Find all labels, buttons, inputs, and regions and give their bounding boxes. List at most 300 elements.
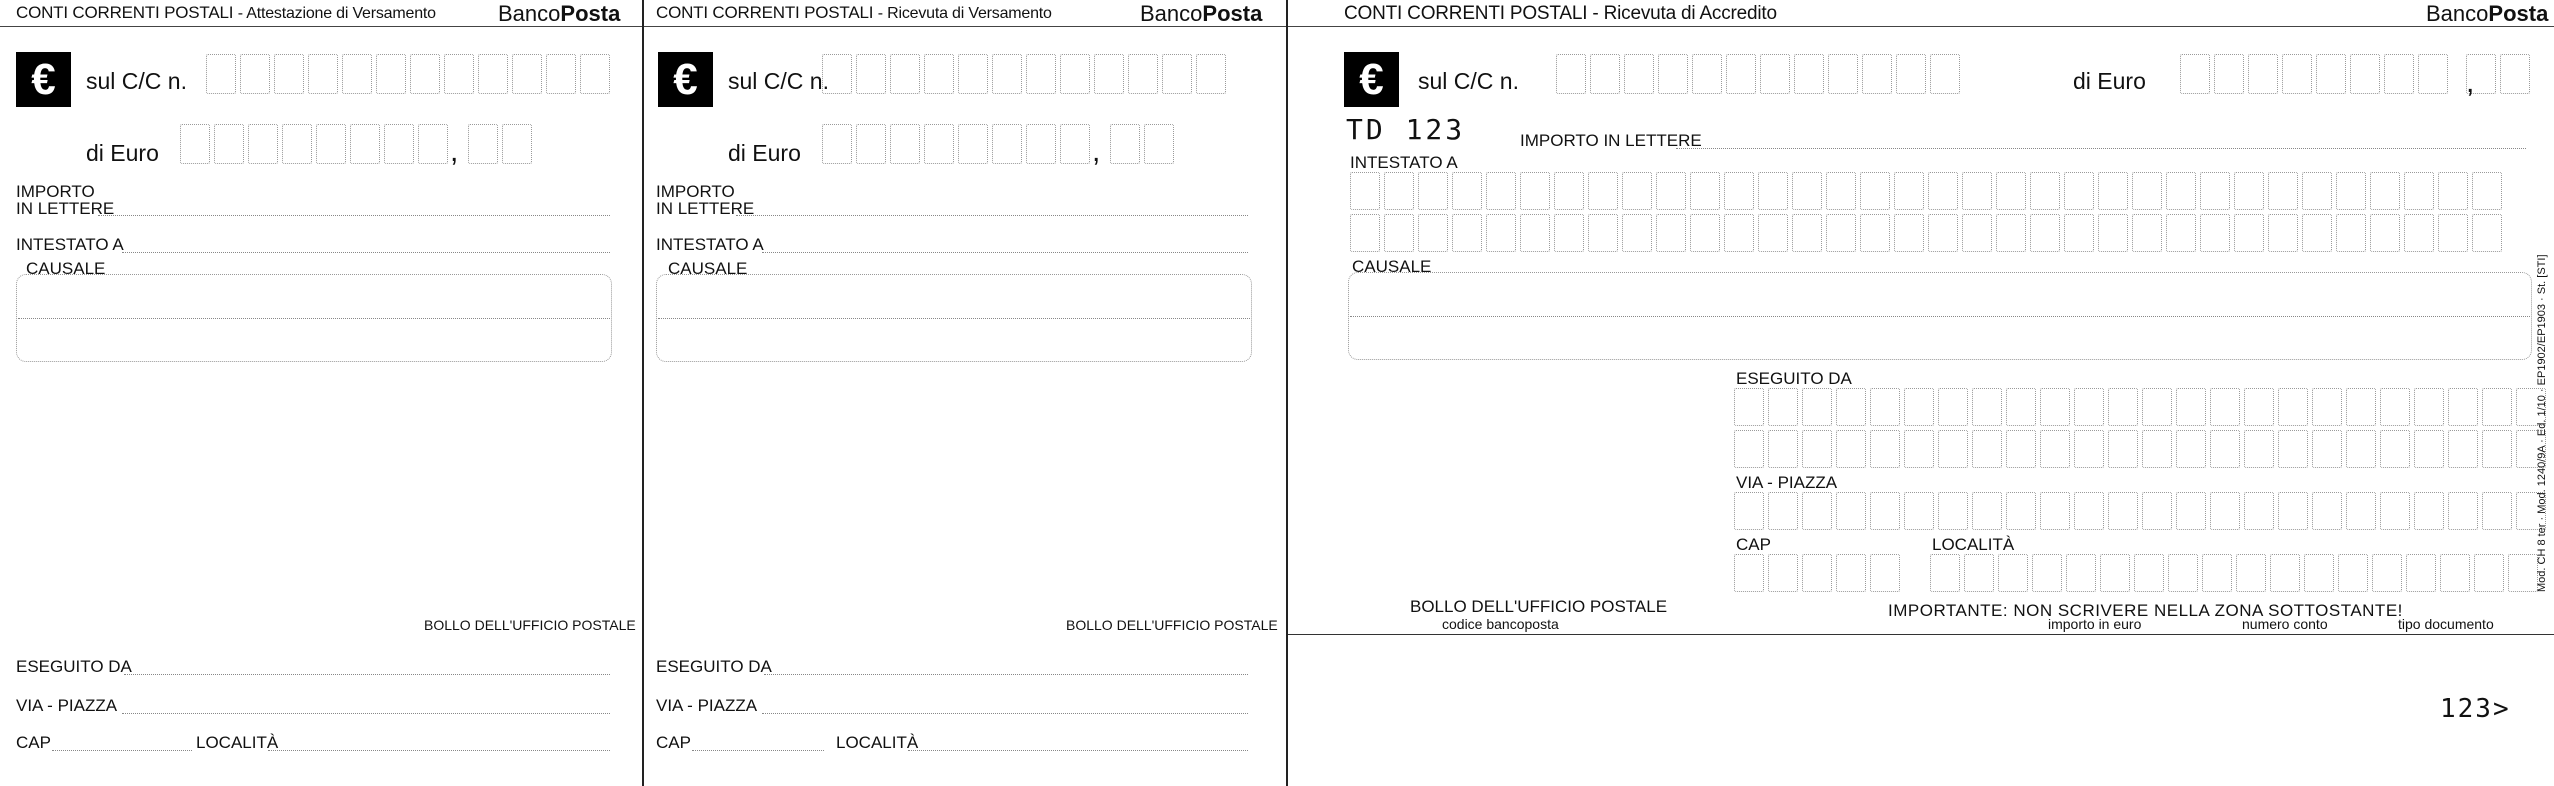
char-box[interactable] (1826, 172, 1856, 210)
digit-box[interactable] (2248, 54, 2278, 94)
char-box[interactable] (1452, 214, 1482, 252)
char-box[interactable] (2268, 172, 2298, 210)
char-box[interactable] (1860, 172, 1890, 210)
char-box[interactable] (1768, 430, 1798, 468)
digit-box[interactable] (282, 124, 312, 164)
digit-box[interactable] (2418, 54, 2448, 94)
slip-attestazione (0, 0, 642, 786)
char-box[interactable] (1690, 172, 1720, 210)
digit-box[interactable] (890, 54, 920, 94)
digit-box[interactable] (180, 124, 210, 164)
header-subtitle: - Ricevuta di Accredito (1592, 3, 1777, 24)
char-box[interactable] (2336, 214, 2366, 252)
char-box[interactable] (2482, 492, 2512, 530)
digit-box[interactable] (1734, 554, 1764, 592)
digit-box[interactable] (2282, 54, 2312, 94)
brand-bold: Posta (560, 1, 621, 26)
char-box[interactable] (2380, 492, 2410, 530)
char-box[interactable] (1836, 492, 1866, 530)
char-box[interactable] (2482, 430, 2512, 468)
char-box[interactable] (2006, 430, 2036, 468)
char-box[interactable] (2336, 172, 2366, 210)
char-box[interactable] (1622, 172, 1652, 210)
char-box[interactable] (1768, 492, 1798, 530)
char-box[interactable] (2234, 172, 2264, 210)
executed-by-label: ESEGUITO DA (656, 657, 772, 676)
char-box[interactable] (2472, 214, 2502, 252)
char-box[interactable] (1554, 172, 1584, 210)
char-box[interactable] (2098, 214, 2128, 252)
char-box[interactable] (1836, 388, 1866, 426)
digit-box[interactable] (822, 124, 852, 164)
digit-box[interactable] (1128, 54, 1158, 94)
char-box[interactable] (2440, 554, 2470, 592)
holder-label: INTESTATO A (656, 235, 764, 254)
digit-box[interactable] (308, 54, 338, 94)
account-number-field[interactable] (1556, 54, 1964, 94)
char-box[interactable] (2064, 172, 2094, 210)
char-box[interactable] (1350, 214, 1380, 252)
char-box[interactable] (2312, 388, 2342, 426)
char-box[interactable] (2414, 492, 2444, 530)
executed-by-label: ESEGUITO DA (16, 657, 132, 676)
street-label: VIA - PIAZZA (16, 696, 118, 715)
zip-label: CAP (1736, 535, 1771, 554)
digit-box[interactable] (1836, 554, 1866, 592)
char-box[interactable] (2406, 554, 2436, 592)
char-box[interactable] (1350, 172, 1380, 210)
char-box[interactable] (2074, 492, 2104, 530)
header-title (1344, 3, 1777, 25)
account-label: sul C/C n. (1418, 68, 1519, 94)
char-box[interactable] (1904, 388, 1934, 426)
char-box[interactable] (2312, 430, 2342, 468)
digit-box[interactable] (248, 124, 278, 164)
char-box[interactable] (2210, 388, 2240, 426)
char-box[interactable] (2202, 554, 2232, 592)
char-box[interactable] (2064, 214, 2094, 252)
amount-words-line1: IMPORTO (16, 182, 95, 201)
char-box[interactable] (1928, 214, 1958, 252)
stamp-label: BOLLO DELL'UFFICIO POSTALE (1410, 597, 1668, 616)
street-input[interactable] (762, 713, 1248, 714)
char-box[interactable] (1962, 172, 1992, 210)
char-box[interactable] (1972, 430, 2002, 468)
char-box[interactable] (2370, 214, 2400, 252)
holder-label: INTESTATO A (1350, 153, 1458, 172)
euro-icon: € (1344, 52, 1399, 107)
stamp-sublabel: codice bancoposta (1442, 616, 1559, 632)
amount-words-input[interactable] (1676, 148, 2526, 149)
digit-box[interactable] (1026, 124, 1056, 164)
digit-box[interactable] (274, 54, 304, 94)
char-box[interactable] (2508, 554, 2538, 592)
digit-box[interactable] (1802, 554, 1832, 592)
digit-box[interactable] (580, 54, 610, 94)
digit-box[interactable] (924, 124, 954, 164)
char-box[interactable] (2074, 388, 2104, 426)
amount-words-label (16, 183, 114, 217)
char-box[interactable] (1894, 214, 1924, 252)
amount-words-input[interactable] (736, 215, 1248, 216)
char-box[interactable] (2108, 430, 2138, 468)
char-box[interactable] (2040, 492, 2070, 530)
cents-box[interactable] (502, 124, 532, 164)
digit-box[interactable] (856, 54, 886, 94)
street-label: VIA - PIAZZA (656, 696, 758, 715)
char-box[interactable] (2302, 214, 2332, 252)
brand-bold: Posta (1202, 1, 1263, 26)
char-box[interactable] (2132, 172, 2162, 210)
char-box[interactable] (1520, 214, 1550, 252)
holder-input[interactable] (762, 252, 1248, 253)
char-box[interactable] (2380, 388, 2410, 426)
char-box[interactable] (2404, 214, 2434, 252)
char-box[interactable] (2176, 492, 2206, 530)
char-box[interactable] (2438, 172, 2468, 210)
document-type: TD 123 (1346, 113, 1466, 146)
char-box[interactable] (2030, 172, 2060, 210)
char-box[interactable] (1998, 554, 2028, 592)
char-box[interactable] (2268, 214, 2298, 252)
char-box[interactable] (1972, 388, 2002, 426)
char-box[interactable] (1938, 430, 1968, 468)
zip-label: CAP (656, 733, 691, 752)
warning-notice: IMPORTANTE: NON SCRIVERE NELLA ZONA SOTTOSTANTE! (1888, 601, 2403, 620)
cents-box[interactable] (1144, 124, 1174, 164)
char-box[interactable] (2166, 172, 2196, 210)
slip-ricevuta-versamento (644, 0, 1286, 786)
amount-words-input[interactable] (98, 215, 610, 216)
char-box[interactable] (2006, 388, 2036, 426)
char-box[interactable] (1826, 214, 1856, 252)
char-box[interactable] (2346, 388, 2376, 426)
decimal-separator: , (2466, 66, 2475, 99)
char-box[interactable] (2006, 492, 2036, 530)
char-box[interactable] (1452, 172, 1482, 210)
digit-box[interactable] (1760, 54, 1790, 94)
char-box[interactable] (1724, 172, 1754, 210)
char-box[interactable] (1870, 388, 1900, 426)
amount-words-label: IMPORTO IN LETTERE (1520, 131, 1702, 150)
digit-box[interactable] (1870, 554, 1900, 592)
digit-box[interactable] (1094, 54, 1124, 94)
euro-icon: € (658, 52, 713, 107)
char-box[interactable] (2040, 388, 2070, 426)
slip-header (1288, 0, 2554, 27)
digit-box[interactable] (1556, 54, 1586, 94)
header-title (656, 3, 1052, 23)
char-box[interactable] (1894, 172, 1924, 210)
digit-box[interactable] (2384, 54, 2414, 94)
digit-box[interactable] (350, 124, 380, 164)
account-number-field[interactable] (206, 54, 614, 94)
char-box[interactable] (2414, 430, 2444, 468)
char-box[interactable] (1870, 430, 1900, 468)
char-box[interactable] (1996, 172, 2026, 210)
char-box[interactable] (2474, 554, 2504, 592)
digit-box[interactable] (1196, 54, 1226, 94)
digit-box[interactable] (890, 124, 920, 164)
char-box[interactable] (1802, 388, 1832, 426)
char-box[interactable] (1792, 214, 1822, 252)
zip-label: CAP (16, 733, 51, 752)
char-box[interactable] (1690, 214, 1720, 252)
char-box[interactable] (2098, 172, 2128, 210)
char-box[interactable] (2278, 430, 2308, 468)
char-box[interactable] (1734, 492, 1764, 530)
bancoposta-logo (1140, 1, 1262, 27)
digit-box[interactable] (1692, 54, 1722, 94)
char-box[interactable] (1622, 214, 1652, 252)
char-box[interactable] (1520, 172, 1550, 210)
digit-box[interactable] (822, 54, 852, 94)
char-box[interactable] (1904, 430, 1934, 468)
col-account-label: numero conto (2242, 616, 2328, 632)
char-box[interactable] (2066, 554, 2096, 592)
digit-box[interactable] (342, 54, 372, 94)
digit-box[interactable] (1768, 554, 1798, 592)
slip-header (644, 0, 1286, 27)
char-box[interactable] (2200, 214, 2230, 252)
digit-box[interactable] (376, 54, 406, 94)
char-box[interactable] (2108, 492, 2138, 530)
digit-box[interactable] (1590, 54, 1620, 94)
holder-row-2[interactable] (1350, 214, 2506, 252)
char-box[interactable] (1758, 172, 1788, 210)
char-box[interactable] (2142, 388, 2172, 426)
char-box[interactable] (1964, 554, 1994, 592)
char-box[interactable] (2414, 388, 2444, 426)
char-box[interactable] (1734, 430, 1764, 468)
amount-words-line1: IMPORTO (656, 182, 735, 201)
reason-label: CAUSALE (668, 259, 748, 278)
char-box[interactable] (2438, 214, 2468, 252)
char-box[interactable] (2482, 388, 2512, 426)
street-row[interactable] (1734, 492, 2550, 530)
city-label: LOCALITÀ (196, 733, 279, 752)
char-box[interactable] (1930, 554, 1960, 592)
char-box[interactable] (1860, 214, 1890, 252)
zip-input[interactable] (692, 750, 824, 751)
char-box[interactable] (2244, 492, 2274, 530)
char-box[interactable] (1802, 492, 1832, 530)
char-box[interactable] (1962, 214, 1992, 252)
char-box[interactable] (2040, 430, 2070, 468)
char-box[interactable] (1656, 172, 1686, 210)
char-box[interactable] (2270, 554, 2300, 592)
char-box[interactable] (1996, 214, 2026, 252)
reason-label: CAUSALE (26, 259, 106, 278)
char-box[interactable] (1486, 172, 1516, 210)
digit-box[interactable] (992, 54, 1022, 94)
executed-by-input[interactable] (764, 674, 1248, 675)
amount-field[interactable] (2180, 54, 2534, 94)
digit-box[interactable] (1026, 54, 1056, 94)
city-label: LOCALITÀ (1932, 535, 2015, 554)
digit-box[interactable] (992, 124, 1022, 164)
char-box[interactable] (2134, 554, 2164, 592)
digit-box[interactable] (1828, 54, 1858, 94)
amount-field[interactable] (180, 124, 536, 164)
executed-by-label: ESEGUITO DA (1736, 369, 1852, 388)
digit-box[interactable] (1726, 54, 1756, 94)
char-box[interactable] (1938, 492, 1968, 530)
char-box[interactable] (1972, 492, 2002, 530)
ocr-zone-divider (1288, 634, 2554, 635)
account-label: sul C/C n. (728, 68, 829, 94)
char-box[interactable] (1758, 214, 1788, 252)
digit-box[interactable] (958, 54, 988, 94)
amount-field[interactable] (822, 124, 1178, 164)
char-box[interactable] (2338, 554, 2368, 592)
char-box[interactable] (2448, 388, 2478, 426)
digit-box[interactable] (444, 54, 474, 94)
executed-by-row-1[interactable] (1734, 388, 2550, 426)
char-box[interactable] (2176, 388, 2206, 426)
char-box[interactable] (2448, 430, 2478, 468)
char-box[interactable] (2346, 430, 2376, 468)
city-input[interactable] (268, 750, 610, 751)
char-box[interactable] (2200, 172, 2230, 210)
amount-label: di Euro (86, 140, 159, 166)
char-box[interactable] (2472, 172, 2502, 210)
char-box[interactable] (1938, 388, 1968, 426)
digit-box[interactable] (1930, 54, 1960, 94)
digit-box[interactable] (1896, 54, 1926, 94)
digit-box[interactable] (924, 54, 954, 94)
char-box[interactable] (2168, 554, 2198, 592)
cents-box[interactable] (468, 124, 498, 164)
digit-box[interactable] (384, 124, 414, 164)
char-box[interactable] (2074, 430, 2104, 468)
brand-prefix: Banco (2426, 1, 2489, 26)
digit-box[interactable] (214, 124, 244, 164)
char-box[interactable] (2210, 492, 2240, 530)
digit-box[interactable] (418, 124, 448, 164)
digit-box[interactable] (1624, 54, 1654, 94)
digit-box[interactable] (546, 54, 576, 94)
char-box[interactable] (2372, 554, 2402, 592)
char-box[interactable] (1836, 430, 1866, 468)
char-box[interactable] (1554, 214, 1584, 252)
char-box[interactable] (2304, 554, 2334, 592)
cents-box[interactable] (1110, 124, 1140, 164)
char-box[interactable] (2278, 388, 2308, 426)
char-box[interactable] (1418, 214, 1448, 252)
digit-box[interactable] (512, 54, 542, 94)
char-box[interactable] (1802, 430, 1832, 468)
city-input[interactable] (908, 750, 1248, 751)
char-box[interactable] (2370, 172, 2400, 210)
account-number-field[interactable] (822, 54, 1230, 94)
char-box[interactable] (2244, 388, 2274, 426)
header-title-text: CONTI CORRENTI POSTALI (16, 3, 234, 22)
digit-box[interactable] (2350, 54, 2380, 94)
digit-box[interactable] (240, 54, 270, 94)
amount-words-line2: IN LETTERE (16, 199, 115, 218)
digit-box[interactable] (1162, 54, 1192, 94)
char-box[interactable] (1928, 172, 1958, 210)
ocr-code: 123> (2440, 694, 2511, 724)
char-box[interactable] (1724, 214, 1754, 252)
char-box[interactable] (2210, 430, 2240, 468)
cents-box[interactable] (2500, 54, 2530, 94)
char-box[interactable] (2346, 492, 2376, 530)
digit-box[interactable] (316, 124, 346, 164)
char-box[interactable] (2142, 430, 2172, 468)
char-box[interactable] (2132, 214, 2162, 252)
digit-box[interactable] (410, 54, 440, 94)
char-box[interactable] (1792, 172, 1822, 210)
char-box[interactable] (1384, 172, 1414, 210)
char-box[interactable] (1904, 492, 1934, 530)
digit-box[interactable] (2180, 54, 2210, 94)
digit-box[interactable] (1794, 54, 1824, 94)
char-box[interactable] (2108, 388, 2138, 426)
street-input[interactable] (122, 713, 610, 714)
char-box[interactable] (2100, 554, 2130, 592)
char-box[interactable] (1734, 388, 1764, 426)
digit-box[interactable] (2214, 54, 2244, 94)
bancoposta-logo (2426, 1, 2548, 27)
char-box[interactable] (1384, 214, 1414, 252)
char-box[interactable] (1418, 172, 1448, 210)
char-box[interactable] (1588, 214, 1618, 252)
char-box[interactable] (2278, 492, 2308, 530)
digit-box[interactable] (958, 124, 988, 164)
char-box[interactable] (2448, 492, 2478, 530)
char-box[interactable] (2030, 214, 2060, 252)
char-box[interactable] (1870, 492, 1900, 530)
digit-box[interactable] (478, 54, 508, 94)
holder-row-1[interactable] (1350, 172, 2506, 210)
digit-box[interactable] (1862, 54, 1892, 94)
digit-box[interactable] (1060, 124, 1090, 164)
char-box[interactable] (2302, 172, 2332, 210)
char-box[interactable] (1768, 388, 1798, 426)
char-box[interactable] (2176, 430, 2206, 468)
char-box[interactable] (2166, 214, 2196, 252)
char-box[interactable] (1486, 214, 1516, 252)
char-box[interactable] (1588, 172, 1618, 210)
holder-input[interactable] (122, 252, 610, 253)
digit-box[interactable] (1658, 54, 1688, 94)
digit-box[interactable] (206, 54, 236, 94)
char-box[interactable] (2312, 492, 2342, 530)
zip-input[interactable] (52, 750, 192, 751)
char-box[interactable] (2236, 554, 2266, 592)
char-box[interactable] (2244, 430, 2274, 468)
char-box[interactable] (2032, 554, 2062, 592)
brand-prefix: Banco (1140, 1, 1203, 26)
brand-bold: Posta (2488, 1, 2549, 26)
header-subtitle: - Attestazione di Versamento (237, 5, 436, 22)
executed-by-input[interactable] (124, 674, 610, 675)
city-row[interactable] (1930, 554, 2542, 592)
zip-row[interactable] (1734, 554, 1904, 592)
executed-by-row-2[interactable] (1734, 430, 2550, 468)
digit-box[interactable] (856, 124, 886, 164)
char-box[interactable] (1656, 214, 1686, 252)
digit-box[interactable] (2316, 54, 2346, 94)
digit-box[interactable] (1060, 54, 1090, 94)
char-box[interactable] (2404, 172, 2434, 210)
char-box[interactable] (2234, 214, 2264, 252)
char-box[interactable] (2380, 430, 2410, 468)
char-box[interactable] (2142, 492, 2172, 530)
slip-ricevuta-accredito (1288, 0, 2554, 786)
